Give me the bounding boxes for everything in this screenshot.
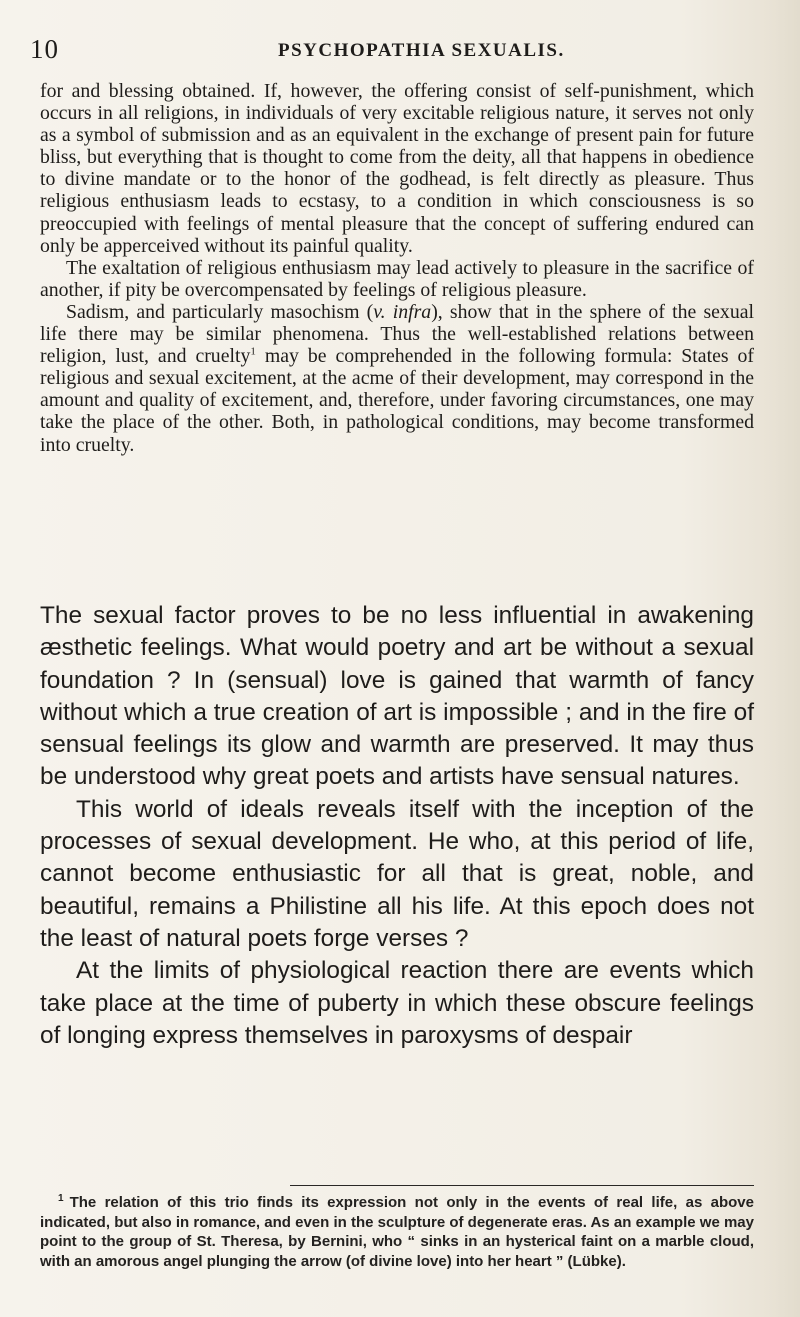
page-header (30, 34, 760, 64)
footnote-reference[interactable]: 1 (250, 345, 256, 358)
paragraph: for and blessing obtained. If, however, the offering consist of self-punishment, which occurs in all religions, in individuals of very excitable religious nature, it serves not only as a symbol of submission and as an equivalent in the exchange of present pain for future bliss, but everything that is thought to come from the deity, all that happens in obedience to divine mandate or to the honor of the godhead, is felt directly as pleasure. Thus religious enthusiasm leads to ecstasy, to a condition in which consciousness is so preoccupied with feelings of mental pleasure that the concept of suffering endured can only be apperceived without its painful quality. (40, 80, 754, 257)
paragraph: This world of ideals reveals itself with the inception of the processes of sexual development. He who, at this period of life, cannot become enthusiastic for all that is great, noble, and beautiful, remains a Philistine all his life. At this epoch does not the least of natural poets forge verses ? (40, 795, 754, 952)
text-run: Sadism, and particularly masochism ( (66, 300, 374, 323)
paragraph: The sexual factor proves to be no less influential in awakening æsthetic feelings. What would poetry and art be without a sexual foundation ? In (sensual) love is gained that warmth of fancy without which a true creation of art is impossible ; and in the fire of sensual feelings its glow and warmth are preserved. It may thus be understood why great poets and artists have sensual natures. (40, 602, 754, 791)
text-run: ), show that in the sphere of the sexual life there may be similar phenomena. Thus the well-established relations between religion, lust, and cruelty (40, 300, 754, 368)
page-number: 10 (30, 34, 59, 64)
body-text-large (40, 600, 754, 1052)
footnote (40, 1193, 754, 1272)
paragraph-sadism (40, 301, 754, 456)
paragraph: At the limits of physiological reaction there are events which take place at the time of puberty in which these obscure feelings of longing express themselves in paroxysms of despair (40, 957, 754, 1049)
footnote-paragraph (40, 1193, 754, 1272)
footnote-text: The relation of this trio finds its expression not only in the events of real life, as above indicated, but also in romance, and even in the sculpture of degenerate eras. As an example we may point to the group of St. Theresa, by Bernini, who “ sinks in an hysterical faint on a marble cloud, with an amorous angel plunging the arrow (of divine love) into her heart ” (Lübke). (40, 1194, 754, 1271)
text-run: may be comprehended in the following formula: States of religious and sexual excitement, at the acme of their development, may correspond in the amount and quality of excitement, and, therefore, under favoring circumstances, one may take the place of the other. Both, in pathological conditions, may become transformed into cruelty. (40, 345, 754, 456)
running-head: PSYCHOPATHIA SEXUALIS. (278, 40, 565, 61)
italic-term: v. infra (373, 300, 432, 323)
footnote-divider (290, 1185, 754, 1186)
footnote-mark: 1 (58, 1193, 64, 1204)
body-text-small (40, 80, 754, 456)
paragraph: The exaltation of religious enthusiasm may lead actively to pleasure in the sacrifice of another, if pity be overcompensated by feelings of religious pleasure. (40, 256, 754, 301)
